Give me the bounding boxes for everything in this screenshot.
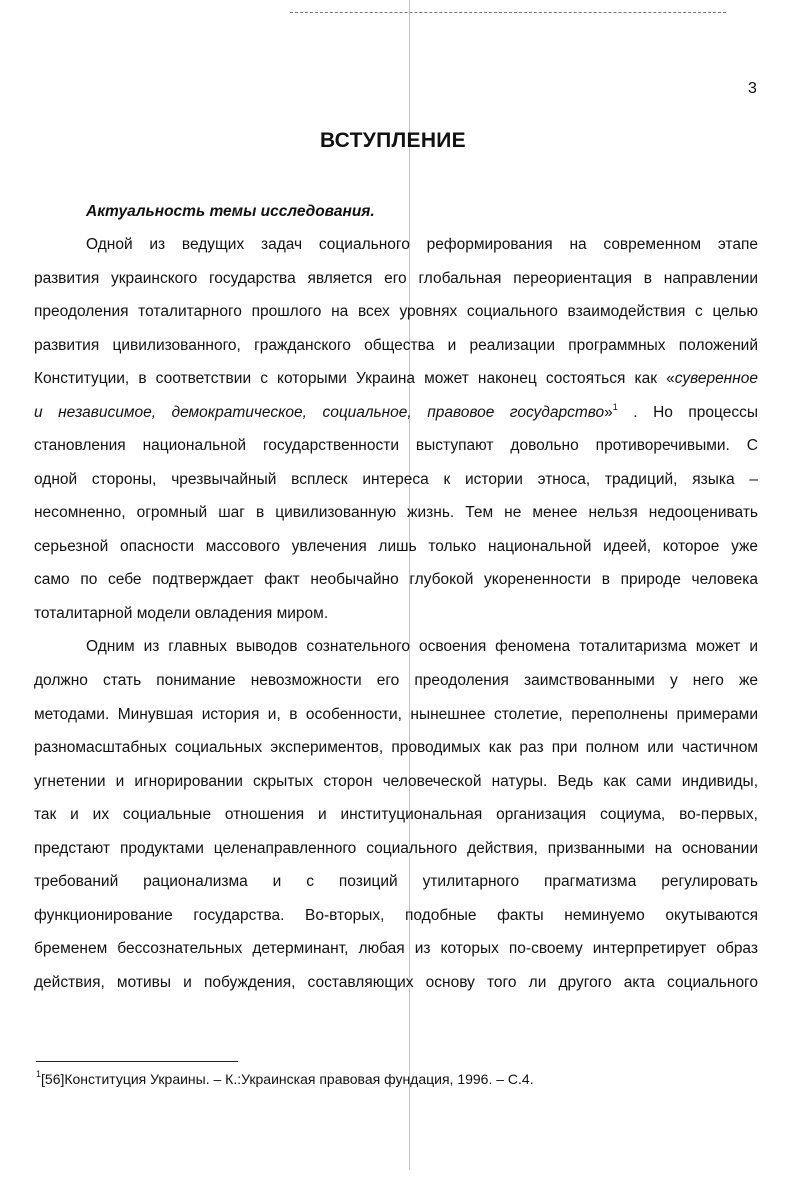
footnote-mark: 1 <box>36 1069 42 1079</box>
footnote <box>36 1071 534 1087</box>
text-line: методами. Минувшая история и, в особенности, нынешнее столетие, переполнены примерами <box>34 706 758 723</box>
text-line: само по себе подтверждает факт необычайно глубокой укорененности в природе человека <box>34 571 758 588</box>
footnote-text: [56]Конституция Украины. – К.:Украинская правовая фундация, 1996. – С.4. <box>41 1071 534 1087</box>
text-line <box>34 403 758 423</box>
text-line: одной стороны, чрезвычайный всплеск интереса к истории этноса, традиций, языка – <box>34 471 758 488</box>
text: . Но процессы <box>617 404 758 421</box>
text-line: Одной из ведущих задач социального реформирования на современном этапе <box>86 236 758 253</box>
text-line: бременем бессознательных детерминант, любая из которых по-своему интерпретирует образ <box>34 940 758 957</box>
text-line: развития цивилизованного, гражданского общества и реализации программных положений <box>34 337 758 354</box>
quote-italic: и независимое, демократическое, социальное, правовое государство <box>34 404 605 421</box>
text-line: несомненно, огромный шаг в цивилизованную жизнь. Тем не менее нельзя недооценивать <box>34 504 758 521</box>
text-line: угнетении и игнорировании скрытых сторон человеческой натуры. Ведь как сами индивиды, <box>34 773 758 790</box>
footnote-ref: 1 <box>612 402 618 412</box>
text-line: разномасштабных социальных экспериментов, проводимых как раз при полном или частичном <box>34 739 758 756</box>
section-heading: Актуальность темы исследования. <box>86 203 375 220</box>
page-title: ВСТУПЛЕНИЕ <box>319 129 466 152</box>
text-line: тоталитарной модели овладения миром. <box>34 605 329 622</box>
text-line: становления национальной государственности выступают довольно противоречивыми. С <box>34 437 758 454</box>
text-line: функционирование государства. Во-вторых, подобные факты неминуемо окутываются <box>34 907 758 924</box>
footnote-separator <box>36 1061 238 1062</box>
text-line: серьезной опасности массового увлечения лишь только национальной идеей, которое уже <box>34 538 758 555</box>
text: » <box>604 404 613 421</box>
page-number: 3 <box>748 80 757 97</box>
quote-italic: суверенное <box>674 370 758 387</box>
text-line: развития украинского государства является его глобальная переориентация в направлении <box>34 270 758 287</box>
text-line: действия, мотивы и побуждения, составляющих основу того ли другого акта социального <box>34 974 758 991</box>
text-line: требований рационализма и с позиций утилитарного прагматизма регулировать <box>34 873 758 890</box>
text-line: преодоления тоталитарного прошлого на всех уровнях социального взаимодействия с целью <box>34 303 758 320</box>
text-line <box>34 369 758 389</box>
text-line: должно стать понимание невозможности его преодоления заимствованными у него же <box>34 672 758 689</box>
text: Конституции, в соответствии с которыми Украина может наконец состояться как « <box>34 370 675 387</box>
text-line: предстают продуктами целенаправленного социального действия, призванными на основании <box>34 840 758 857</box>
scan-artifact-dashed-line <box>290 12 726 13</box>
text-line: Одним из главных выводов сознательного освоения феномена тоталитаризма может и <box>86 638 758 655</box>
text-line: так и их социальные отношения и институциональная организация социума, во-первых, <box>34 806 758 823</box>
